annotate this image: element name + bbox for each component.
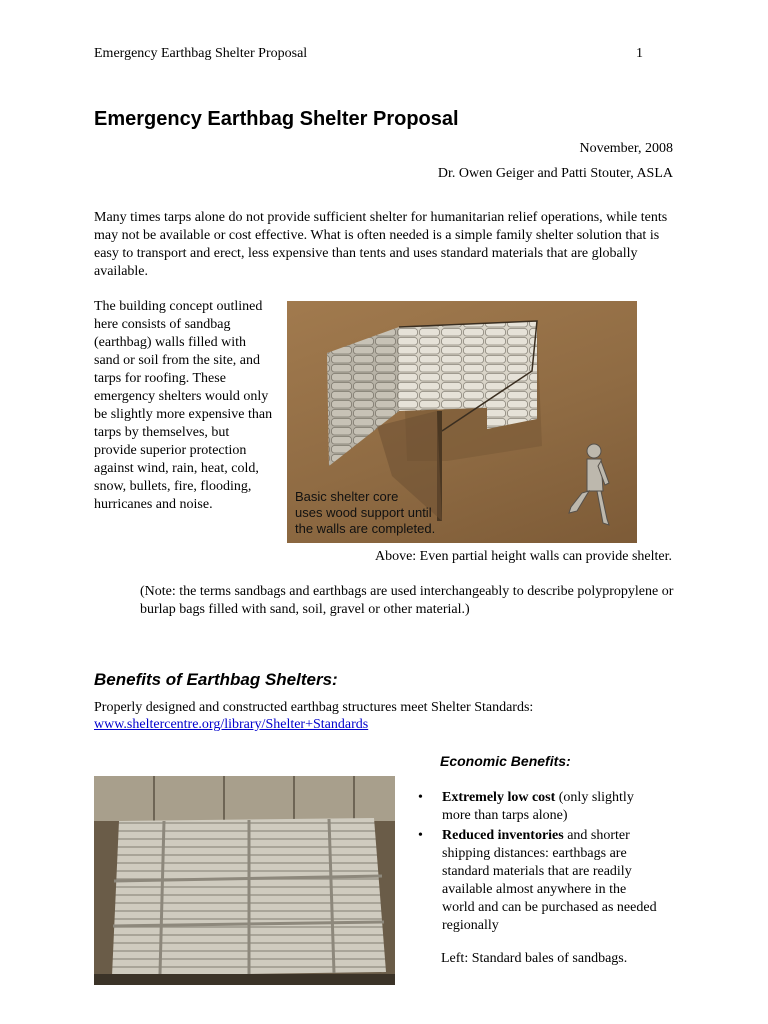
document-date: November, 2008 bbox=[579, 141, 673, 156]
benefit-bold-text: Reduced inventories bbox=[442, 828, 564, 843]
shelter-standards-link[interactable]: www.sheltercentre.org/library/Shelter+Standards bbox=[94, 717, 369, 732]
terminology-note: (Note: the terms sandbags and earthbags are used interchangeably to describe polypropylene or burlap bags filled with sand, soil, gravel or other material.) bbox=[140, 584, 674, 617]
figure1-label-line3: the walls are completed. bbox=[295, 521, 436, 536]
running-header-title: Emergency Earthbag Shelter Proposal bbox=[94, 46, 308, 61]
shelter-core-drawing bbox=[287, 301, 637, 543]
benefits-standards-text: Properly designed and constructed earthbag structures meet Shelter Standards: bbox=[94, 700, 534, 715]
concept-paragraph: The building concept outlined here consists of sandbag (earthbag) walls filled with sand or soil from the site, and tarps for roofing. These emergency shelters would only be slightly more expensive than tarps by themselves, but provide superior protection against wind, rain, heat, cold, snow, bullets, fire, flooding, hurricanes and noise. bbox=[94, 299, 273, 512]
benefit-text: and shorter shipping distances: earthbags are standard materials that are readily available almost anywhere in the world and can be purchased as needed regionally bbox=[442, 828, 657, 933]
benefit-bold-text: Extremely low cost bbox=[442, 790, 556, 805]
figure2-caption: Left: Standard bales of sandbags. bbox=[441, 951, 628, 966]
bullet-icon: • bbox=[418, 790, 423, 805]
person-figure bbox=[569, 444, 609, 525]
figure1-caption: Above: Even partial height walls can provide shelter. bbox=[374, 549, 672, 564]
document-title: Emergency Earthbag Shelter Proposal bbox=[94, 108, 459, 130]
background-bales bbox=[94, 776, 395, 821]
economic-benefits-heading: Economic Benefits: bbox=[440, 753, 571, 769]
right-wall bbox=[487, 321, 537, 429]
list-item bbox=[412, 789, 662, 825]
sandbag-bales-drawing bbox=[94, 776, 395, 985]
list-item bbox=[412, 827, 662, 935]
sandbag-bales-photo bbox=[94, 776, 395, 985]
page-number: 1 bbox=[636, 46, 643, 61]
bullet-icon: • bbox=[418, 828, 423, 843]
intro-paragraph: Many times tarps alone do not provide sufficient shelter for humanitarian relief operations, while tents may not be available or cost effective. What is often needed is a simple family shelter solution that is easy to transport and erect, less expensive than tents and uses standard materials that are globally available. bbox=[94, 210, 668, 279]
benefits-heading: Benefits of Earthbag Shelters: bbox=[94, 670, 338, 689]
shelter-core-illustration bbox=[287, 301, 637, 543]
benefit-text: (only slightly more than tarps alone) bbox=[442, 790, 634, 823]
figure1-label-line2: uses wood support until bbox=[295, 505, 432, 520]
figure1-label-line1: Basic shelter core bbox=[295, 489, 399, 504]
document-authors: Dr. Owen Geiger and Patti Stouter, ASLA bbox=[437, 166, 673, 181]
economic-benefits-list bbox=[412, 789, 662, 937]
